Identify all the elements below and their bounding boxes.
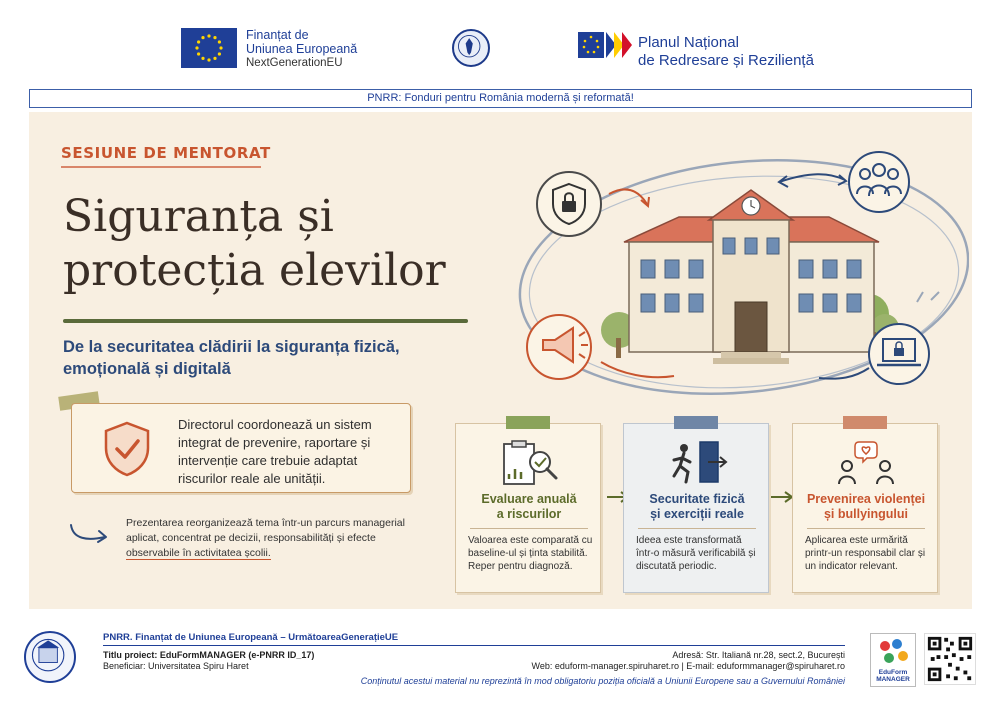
footer-disclaimer: Conținutul acestui material nu reprezintă în mod obligatoriu poziția oficială a Uniunii Europene sau a Guvernului României [360,676,845,686]
eduform-manager-logo [870,633,916,687]
footer-beneficiary: Beneficiar: Universitatea Spiru Haret [103,661,249,671]
romanian-government-seal-icon [452,29,490,67]
poster [29,112,972,609]
pnrr-tagline: PNRR: Fonduri pentru România modernă și reformată! [29,89,972,108]
footer-project-title: Titlu proiect: EduFormMANAGER (e-PNRR ID_17) [103,650,315,660]
school-illustration [499,142,969,412]
card-body: Aplicarea este urmărită printr-un responsabil clar și un indicator relevant. [805,535,926,572]
card-body: Ideea este transformată într-o măsură verificabilă și discutată periodic. [636,535,756,572]
physical-security-card [623,423,769,593]
card-title: Securitate fizică și exerciții reale [649,492,745,521]
poster-title: Siguranța și protecția elevilor [63,191,446,296]
poster-subtitle: De la securitatea clădirii la siguranța fizică, emoțională și digitală [63,338,400,378]
director-text: Directorul coordonează un sistem integrat de prevenire, raportare și intervenție care trebuie adaptat riscurilor reale ale unității. [178,417,372,486]
violence-prevention-card [792,423,938,593]
card-title: Prevenirea violenței și bullyingului [806,492,926,521]
emergency-exit-icon [664,438,730,488]
session-label: SESIUNE DE MENTORAT [61,144,271,162]
card-divider [638,528,756,529]
university-seal-icon [24,631,76,683]
director-note [71,403,411,493]
card-title: Evaluare anuală a riscurilor [481,492,577,521]
eduform-logo-icon [871,636,915,670]
clipboard-search-icon [496,438,562,488]
eu-flag-icon [181,28,237,68]
footer-web-contact: Web: eduform-manager.spiruharet.ro | E-mail: eduformmanager@spiruharet.ro [531,661,845,671]
pnrr-title: Planul Național de Redresare și Reziliență [638,34,814,69]
curved-arrow-icon [67,521,113,547]
people-heart-icon [833,438,899,488]
tape-decoration [843,416,887,429]
eu-funding-text: Finanțat de Uniunea Europeană NextGenerationEU [246,28,358,69]
card-divider [470,528,588,529]
session-underline [61,166,261,168]
card-body: Valoarea este comparată cu baseline-ul și ținta stabilită. Reper pentru diagnoză. [468,535,593,572]
presentation-text: Prezentarea reorganizează tema într-un parcurs managerial aplicat, concentrat pe decizii, responsabilități și efecte observabile în activitatea școlii. [126,517,405,559]
card-divider [807,528,925,529]
title-underline [63,319,468,323]
header-logos [0,0,1000,85]
footer-divider [103,645,845,646]
footer-address: Adresă: Str. Italiană nr.28, sect.2, București [672,650,845,660]
pnrr-logo-icon [578,29,632,63]
risk-assessment-card [455,423,601,593]
eduform-logo-text: EduForm MANAGER [876,669,910,683]
footer-program: PNRR. Finanțat de Uniunea Europeană – UrmătoareaGenerațieUE [103,632,399,643]
tape-decoration [506,416,550,429]
shield-check-icon [102,420,152,478]
tape-decoration [674,416,718,429]
qr-code-icon [924,633,976,685]
